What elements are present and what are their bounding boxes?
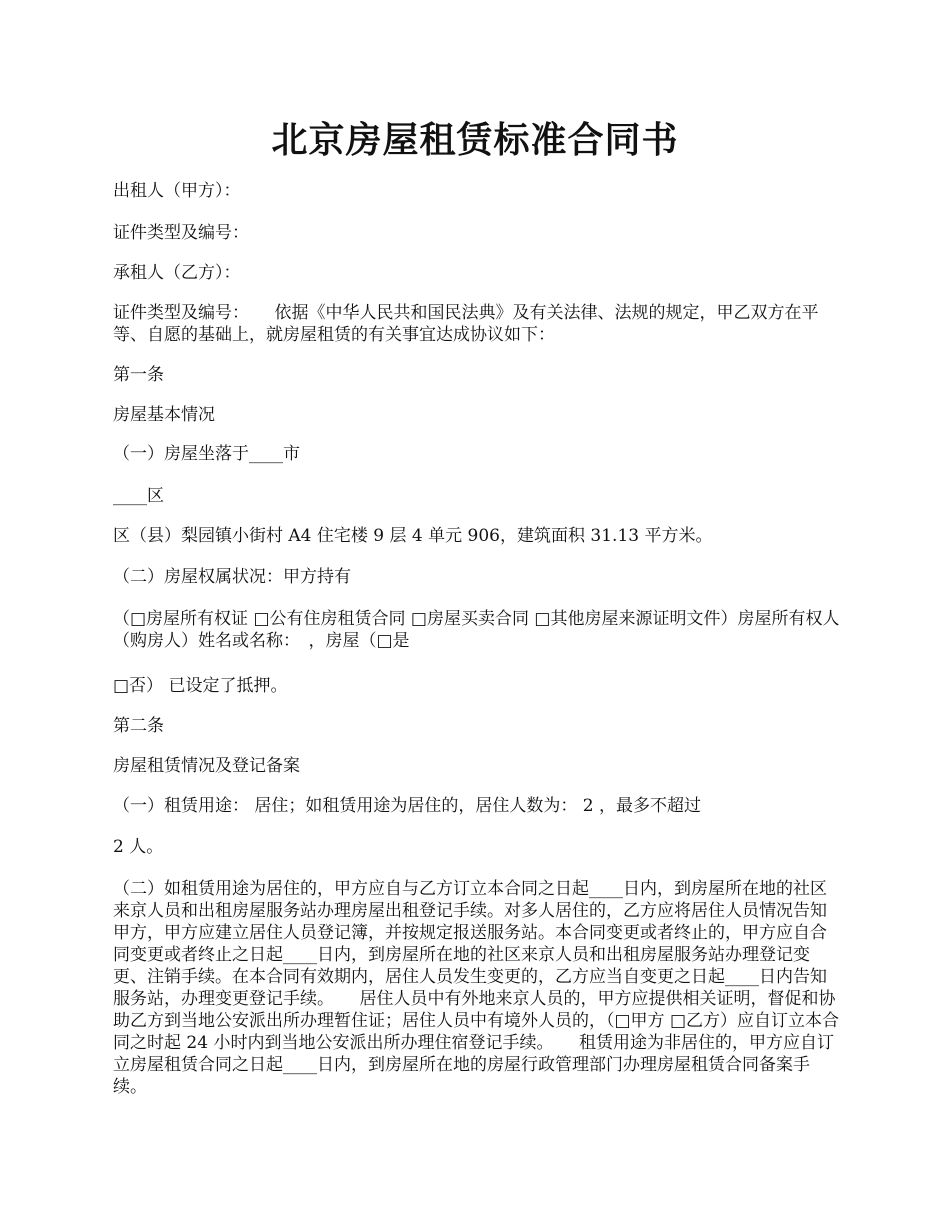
article-1-address: 区（县）梨园镇小街村 A4 住宅楼 9 层 4 单元 906，建筑面积 31.13 平方米。 xyxy=(113,526,713,546)
article-1-title: 房屋基本情况 xyxy=(113,405,215,425)
article-2-title: 房屋租赁情况及登记备案 xyxy=(113,756,300,776)
article-1-location-city: （一）房屋坐落于____市 xyxy=(113,444,300,464)
article-2-usage: （一）租赁用途： 居住；如租赁用途为居住的，居住人数为： 2 ，最多不超过 xyxy=(113,796,702,816)
article-1-mortgage: □否） 已设定了抵押。 xyxy=(113,676,288,696)
lessee-id-intro-paragraph: 证件类型及编号： 依据《中华人民共和国民法典》及有关法律、法规的规定，甲乙双方在平等、自愿的基础上，就房屋租赁的有关事宜达成协议如下： xyxy=(113,303,819,345)
document-title: 北京房屋租赁标准合同书 xyxy=(271,119,679,161)
article-2-max-residents: 2 人。 xyxy=(113,837,164,857)
article-1-ownership-documents: （□房屋所有权证 □公有住房租赁合同 □房屋买卖合同 □其他房屋来源证明文件）房屋所有权人（购房人）姓名或名称： ，房屋（□是 xyxy=(113,609,840,651)
lessor-line: 出租人（甲方）： xyxy=(113,181,241,201)
article-1-location-district: ____区 xyxy=(113,486,164,506)
article-1-ownership: （二）房屋权属状况：甲方持有 xyxy=(113,567,351,587)
article-1-label: 第一条 xyxy=(113,365,164,385)
lessor-id-line: 证件类型及编号： xyxy=(113,223,249,243)
article-2-registration-paragraph: （二）如租赁用途为居住的，甲方应自与乙方订立本合同之日起____日内，到房屋所在地的社区来京人员和出租房屋服务站办理房屋出租登记手续。对多人居住的，乙方应将居住人员情况告知甲方，甲方应建立居住人员登记簿，并按规定报送服务站。本合同变更或者终止的，甲方应自合同变更或者终止之日起____日内，到房屋所在地的社区来京人员和出租房屋服务站办理登记变更、注销手续。在本合同有效期内，居住人员发生变更的，乙方应当自变更之日起____日内告知服务站，办理变更登记手续。 居住人员中有外地来京人员的，甲方应提供相关证明，督促和协助乙方到当地公安派出所办理暂住证；居住人员中有境外人员的，（□甲方 □乙方）应自订立本合同之时起 24 小时内到当地公安派出所办理住宿登记手续。 租赁用途为非居住的，甲方应自订立房屋租赁合同之日起____日内，到房屋所在地的房屋行政管理部门办理房屋租赁合同备案手续。 xyxy=(113,879,840,1097)
article-2-label: 第二条 xyxy=(113,716,164,736)
lessee-line: 承租人（乙方）： xyxy=(113,263,241,283)
